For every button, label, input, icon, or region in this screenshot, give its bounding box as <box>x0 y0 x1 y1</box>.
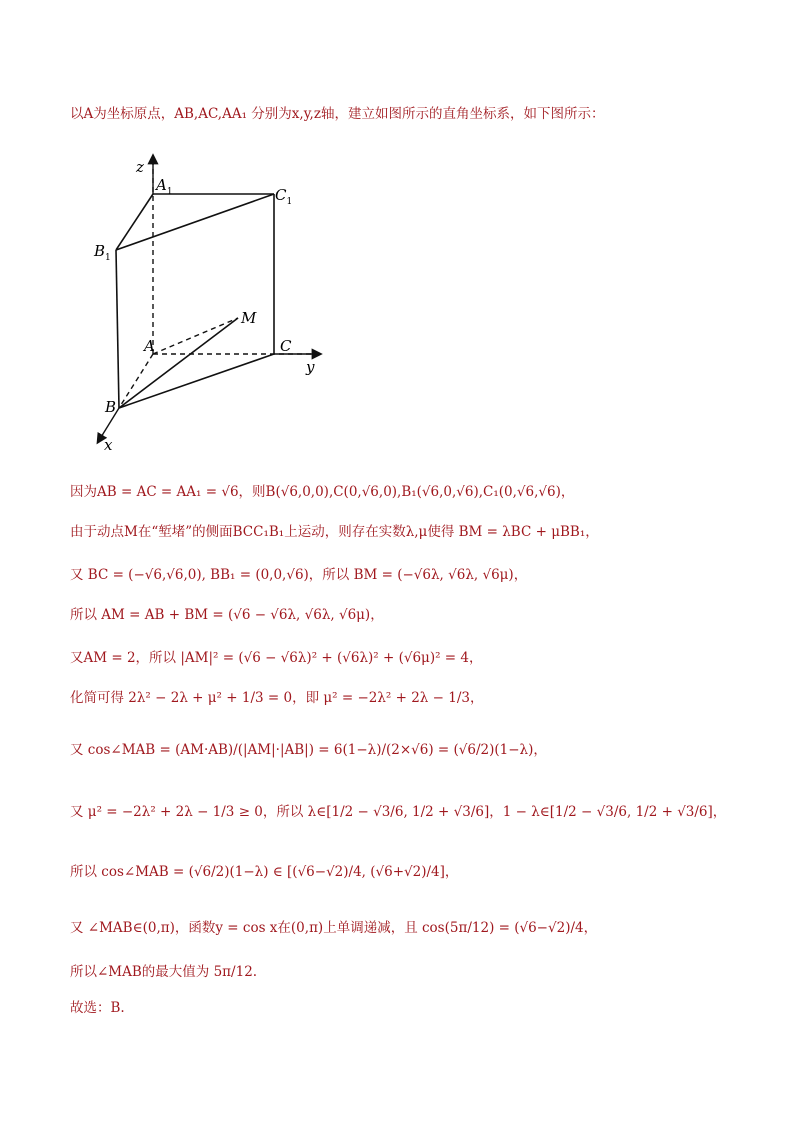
label-y: y <box>306 358 315 376</box>
label-b: B <box>105 398 117 416</box>
text-line-cos-range <box>70 862 750 882</box>
x-axis <box>119 354 153 408</box>
label-c: C <box>280 337 292 355</box>
edge-b-m <box>119 318 238 408</box>
text-line-am-vector <box>70 605 750 625</box>
simplify-text: 化简可得 2λ² − 2λ + μ² + 1/3 = 0，即 μ² = −2λ² + 2λ − 1/3， <box>70 690 484 706</box>
text-line-simplify <box>70 688 750 708</box>
edge-a1-b1 <box>116 194 153 250</box>
edge-b-c <box>119 354 274 408</box>
max-text: 所以∠MAB的最大值为 5π/12. <box>70 964 258 980</box>
text-line-coordinates <box>70 482 750 502</box>
edge-b1-b <box>116 250 119 408</box>
label-a: A <box>144 337 155 355</box>
answer-text: 故选：B. <box>70 1000 125 1016</box>
text-line-bc-bb1 <box>70 565 750 585</box>
label-m: M <box>241 309 257 327</box>
cos-range-text: 所以 cos∠MAB = (√6/2)(1−λ) ∈ [(√6−√2)/4, (√6+√2)/4]， <box>70 864 459 880</box>
edge-a-m <box>153 318 238 354</box>
am-vector-text: 所以 AM = AB + BM = (√6 − √6λ, √6λ, √6μ)， <box>70 607 384 623</box>
label-c1: $C_1$ <box>275 186 293 207</box>
label-b1: $B_1$ <box>94 242 111 263</box>
bc-bb1-text: 又 BC = (−√6,√6,0), BB₁ = (0,0,√6)，所以 BM = (−√6λ, √6λ, √6μ)， <box>70 567 528 583</box>
text-line-am-length <box>70 648 750 668</box>
edge-b1-c1 <box>116 194 274 250</box>
vector-rep-text: 由于动点M在“堑堵”的侧面BCC₁B₁上运动，则存在实数λ,μ使得 BM = λBC + μBB₁， <box>70 524 599 540</box>
am-length-text: 又AM = 2，所以 |AM|² = (√6 − √6λ)² + (√6λ)² + (√6μ)² = 4， <box>70 650 483 666</box>
label-z: z <box>136 158 144 176</box>
cos-text: 又 cos∠MAB = (AM·AB)/(|AM|·|AB|) = 6(1−λ)/(2×√6) = (√6/2)(1−λ)， <box>70 742 547 758</box>
monotonic-text: 又 ∠MAB∈(0,π)，函数y = cos x在(0,π)上单调递减，且 cos(5π/12) = (√6−√2)/4， <box>70 920 598 936</box>
mu-range-text: 又 μ² = −2λ² + 2λ − 1/3 ≥ 0，所以 λ∈[1/2 − √3/6, 1/2 + √3/6]，1 − λ∈[1/2 − √3/6, 1/2 + √3/6]， <box>70 804 727 820</box>
intro-text: 以A为坐标原点，AB,AC,AA₁ 分别为x,y,z轴，建立如图所示的直角坐标系，如下图所示： <box>70 106 605 122</box>
text-line-monotonic <box>70 918 750 938</box>
text-line-answer <box>70 998 750 1018</box>
text-line-intro <box>70 104 750 124</box>
label-x: x <box>104 436 113 450</box>
text-line-mu-range <box>70 802 750 822</box>
text-line-max <box>70 962 750 982</box>
label-a1: $A_1$ <box>156 176 173 197</box>
text-line-cos <box>70 740 750 760</box>
text-line-vector-rep <box>70 522 750 542</box>
coordinates-text: 因为AB = AC = AA₁ = √6，则B(√6,0,0),C(0,√6,0),B₁(√6,0,√6),C₁(0,√6,√6)， <box>70 484 575 500</box>
prism-figure <box>88 150 348 450</box>
